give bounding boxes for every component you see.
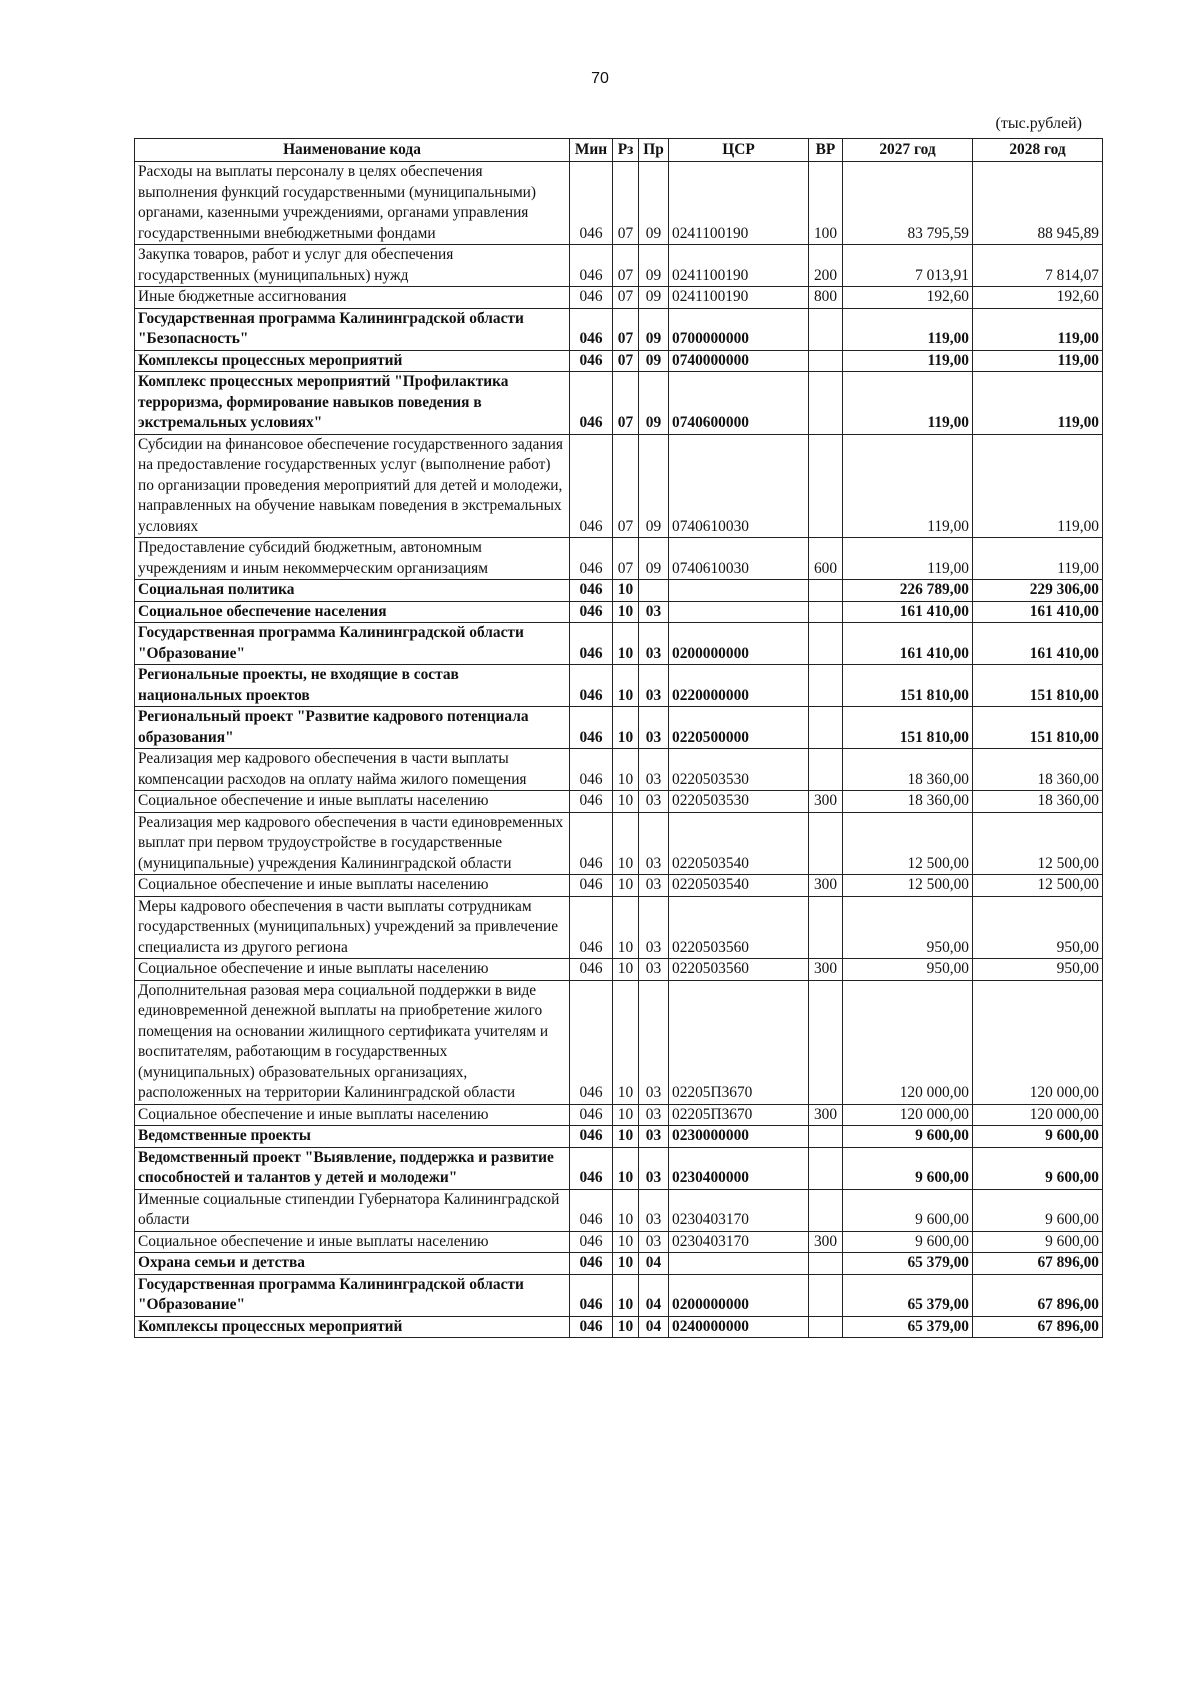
cell-2027: 120 000,00 bbox=[843, 1104, 973, 1126]
cell-2028: 9 600,00 bbox=[973, 1231, 1103, 1253]
cell-min: 046 bbox=[570, 1126, 613, 1148]
cell-2027: 65 379,00 bbox=[843, 1274, 973, 1316]
cell-rz: 10 bbox=[613, 623, 639, 665]
cell-min: 046 bbox=[570, 1147, 613, 1189]
cell-2028: 151 810,00 bbox=[973, 707, 1103, 749]
cell-pr: 09 bbox=[639, 434, 669, 538]
cell-csr: 0241100190 bbox=[669, 162, 809, 245]
cell-vr bbox=[809, 812, 843, 875]
cell-name: Социальное обеспечение и иные выплаты населению bbox=[135, 959, 570, 981]
table-row bbox=[135, 665, 1103, 707]
table-body bbox=[135, 162, 1103, 1338]
cell-csr: 02205П3670 bbox=[669, 980, 809, 1104]
cell-name: Государственная программа Калининградской области "Образование" bbox=[135, 623, 570, 665]
cell-2028: 950,00 bbox=[973, 896, 1103, 959]
cell-pr: 03 bbox=[639, 665, 669, 707]
cell-rz: 10 bbox=[613, 875, 639, 897]
table-row bbox=[135, 245, 1103, 287]
header-2027: 2027 год bbox=[843, 139, 973, 162]
cell-vr bbox=[809, 1274, 843, 1316]
cell-vr: 600 bbox=[809, 538, 843, 580]
cell-min: 046 bbox=[570, 959, 613, 981]
cell-2027: 9 600,00 bbox=[843, 1189, 973, 1231]
cell-pr: 04 bbox=[639, 1253, 669, 1275]
cell-vr: 800 bbox=[809, 287, 843, 309]
cell-vr: 300 bbox=[809, 959, 843, 981]
cell-2027: 65 379,00 bbox=[843, 1253, 973, 1275]
cell-2027: 12 500,00 bbox=[843, 812, 973, 875]
cell-rz: 10 bbox=[613, 1253, 639, 1275]
cell-rz: 07 bbox=[613, 287, 639, 309]
cell-rz: 10 bbox=[613, 1231, 639, 1253]
table-row bbox=[135, 1316, 1103, 1338]
cell-2028: 9 600,00 bbox=[973, 1189, 1103, 1231]
cell-pr: 03 bbox=[639, 959, 669, 981]
header-rz: Рз bbox=[613, 139, 639, 162]
cell-min: 046 bbox=[570, 538, 613, 580]
table-row bbox=[135, 749, 1103, 791]
cell-csr: 0200000000 bbox=[669, 1274, 809, 1316]
cell-vr bbox=[809, 601, 843, 623]
cell-name: Предоставление субсидий бюджетным, автономным учреждениям и иным некоммерческим организациям bbox=[135, 538, 570, 580]
cell-pr: 09 bbox=[639, 350, 669, 372]
cell-min: 046 bbox=[570, 601, 613, 623]
cell-2027: 119,00 bbox=[843, 372, 973, 435]
cell-min: 046 bbox=[570, 1274, 613, 1316]
cell-2027: 950,00 bbox=[843, 959, 973, 981]
table-row bbox=[135, 350, 1103, 372]
cell-min: 046 bbox=[570, 896, 613, 959]
cell-vr bbox=[809, 434, 843, 538]
cell-2028: 67 896,00 bbox=[973, 1274, 1103, 1316]
cell-csr bbox=[669, 601, 809, 623]
cell-rz: 10 bbox=[613, 812, 639, 875]
cell-csr: 0700000000 bbox=[669, 308, 809, 350]
cell-csr: 0230403170 bbox=[669, 1231, 809, 1253]
cell-2027: 18 360,00 bbox=[843, 749, 973, 791]
cell-min: 046 bbox=[570, 434, 613, 538]
table-row bbox=[135, 875, 1103, 897]
cell-csr: 0220503560 bbox=[669, 959, 809, 981]
cell-2027: 120 000,00 bbox=[843, 980, 973, 1104]
cell-min: 046 bbox=[570, 372, 613, 435]
cell-2027: 119,00 bbox=[843, 350, 973, 372]
cell-min: 046 bbox=[570, 1104, 613, 1126]
table-row bbox=[135, 372, 1103, 435]
cell-pr: 09 bbox=[639, 308, 669, 350]
cell-2027: 192,60 bbox=[843, 287, 973, 309]
table-row bbox=[135, 959, 1103, 981]
table-row bbox=[135, 812, 1103, 875]
table-row bbox=[135, 896, 1103, 959]
cell-2028: 192,60 bbox=[973, 287, 1103, 309]
units-label: (тыс.рублей) bbox=[995, 115, 1082, 132]
cell-pr: 03 bbox=[639, 749, 669, 791]
cell-vr bbox=[809, 749, 843, 791]
cell-csr: 0230000000 bbox=[669, 1126, 809, 1148]
cell-rz: 07 bbox=[613, 350, 639, 372]
cell-csr: 02205П3670 bbox=[669, 1104, 809, 1126]
cell-vr bbox=[809, 1189, 843, 1231]
cell-csr: 0220503530 bbox=[669, 749, 809, 791]
cell-2028: 161 410,00 bbox=[973, 601, 1103, 623]
table-row bbox=[135, 601, 1103, 623]
cell-rz: 07 bbox=[613, 372, 639, 435]
cell-vr bbox=[809, 707, 843, 749]
cell-rz: 10 bbox=[613, 580, 639, 602]
cell-2027: 950,00 bbox=[843, 896, 973, 959]
page-number: 70 bbox=[591, 70, 609, 87]
cell-rz: 10 bbox=[613, 896, 639, 959]
cell-min: 046 bbox=[570, 245, 613, 287]
cell-vr bbox=[809, 980, 843, 1104]
cell-vr: 300 bbox=[809, 791, 843, 813]
cell-csr: 0241100190 bbox=[669, 245, 809, 287]
cell-vr: 300 bbox=[809, 1104, 843, 1126]
cell-rz: 10 bbox=[613, 601, 639, 623]
cell-rz: 10 bbox=[613, 707, 639, 749]
cell-min: 046 bbox=[570, 749, 613, 791]
cell-2028: 119,00 bbox=[973, 308, 1103, 350]
cell-name: Ведомственные проекты bbox=[135, 1126, 570, 1148]
table-row bbox=[135, 1274, 1103, 1316]
cell-csr: 0740610030 bbox=[669, 538, 809, 580]
cell-2027: 7 013,91 bbox=[843, 245, 973, 287]
cell-pr: 03 bbox=[639, 875, 669, 897]
cell-vr bbox=[809, 308, 843, 350]
cell-name: Реализация мер кадрового обеспечения в части выплаты компенсации расходов на оплату найма жилого помещения bbox=[135, 749, 570, 791]
table-row bbox=[135, 1253, 1103, 1275]
cell-csr: 0740600000 bbox=[669, 372, 809, 435]
cell-csr: 0740000000 bbox=[669, 350, 809, 372]
cell-rz: 10 bbox=[613, 749, 639, 791]
table-row bbox=[135, 980, 1103, 1104]
cell-vr bbox=[809, 665, 843, 707]
cell-csr: 0220500000 bbox=[669, 707, 809, 749]
cell-rz: 10 bbox=[613, 1104, 639, 1126]
cell-vr bbox=[809, 580, 843, 602]
cell-csr: 0220000000 bbox=[669, 665, 809, 707]
cell-csr: 0241100190 bbox=[669, 287, 809, 309]
cell-name: Ведомственный проект "Выявление, поддержка и развитие способностей и талантов у детей и молодежи" bbox=[135, 1147, 570, 1189]
cell-rz: 10 bbox=[613, 1147, 639, 1189]
cell-csr: 0220503530 bbox=[669, 791, 809, 813]
cell-min: 046 bbox=[570, 665, 613, 707]
cell-2028: 88 945,89 bbox=[973, 162, 1103, 245]
cell-name: Меры кадрового обеспечения в части выплаты сотрудникам государственных (муниципальных) учреждений за привлечение специалиста из другого региона bbox=[135, 896, 570, 959]
cell-2028: 12 500,00 bbox=[973, 875, 1103, 897]
cell-rz: 10 bbox=[613, 665, 639, 707]
cell-name: Социальное обеспечение и иные выплаты населению bbox=[135, 791, 570, 813]
cell-rz: 10 bbox=[613, 1126, 639, 1148]
cell-csr: 0220503540 bbox=[669, 875, 809, 897]
cell-pr: 04 bbox=[639, 1274, 669, 1316]
cell-rz: 07 bbox=[613, 434, 639, 538]
cell-name: Расходы на выплаты персоналу в целях обеспечения выполнения функций государственными (муниципальными) органами, казенными учреждениями, органами управления государственными внебюджетными фондами bbox=[135, 162, 570, 245]
cell-rz: 07 bbox=[613, 162, 639, 245]
cell-name: Государственная программа Калининградской области "Безопасность" bbox=[135, 308, 570, 350]
cell-csr: 0240000000 bbox=[669, 1316, 809, 1338]
cell-2027: 119,00 bbox=[843, 434, 973, 538]
cell-pr: 09 bbox=[639, 538, 669, 580]
cell-vr bbox=[809, 1316, 843, 1338]
cell-pr: 03 bbox=[639, 1189, 669, 1231]
cell-pr: 03 bbox=[639, 791, 669, 813]
table-row bbox=[135, 434, 1103, 538]
cell-vr bbox=[809, 623, 843, 665]
header-pr: Пр bbox=[639, 139, 669, 162]
table-row bbox=[135, 162, 1103, 245]
header-2028: 2028 год bbox=[973, 139, 1103, 162]
cell-2028: 67 896,00 bbox=[973, 1316, 1103, 1338]
table-row bbox=[135, 287, 1103, 309]
cell-name: Комплекс процессных мероприятий "Профилактика терроризма, формирование навыков поведения в экстремальных условиях" bbox=[135, 372, 570, 435]
table-row bbox=[135, 1104, 1103, 1126]
cell-min: 046 bbox=[570, 162, 613, 245]
table-row bbox=[135, 791, 1103, 813]
cell-rz: 10 bbox=[613, 1189, 639, 1231]
cell-csr: 0200000000 bbox=[669, 623, 809, 665]
header-csr: ЦСР bbox=[669, 139, 809, 162]
cell-min: 046 bbox=[570, 875, 613, 897]
cell-pr: 03 bbox=[639, 623, 669, 665]
cell-min: 046 bbox=[570, 580, 613, 602]
cell-min: 046 bbox=[570, 287, 613, 309]
cell-vr: 300 bbox=[809, 1231, 843, 1253]
table-row bbox=[135, 1126, 1103, 1148]
cell-vr: 100 bbox=[809, 162, 843, 245]
table-row bbox=[135, 1231, 1103, 1253]
table-row bbox=[135, 580, 1103, 602]
cell-min: 046 bbox=[570, 1189, 613, 1231]
cell-rz: 07 bbox=[613, 245, 639, 287]
cell-2027: 119,00 bbox=[843, 308, 973, 350]
cell-vr bbox=[809, 372, 843, 435]
cell-2028: 9 600,00 bbox=[973, 1147, 1103, 1189]
cell-2028: 67 896,00 bbox=[973, 1253, 1103, 1275]
cell-2028: 161 410,00 bbox=[973, 623, 1103, 665]
cell-2027: 9 600,00 bbox=[843, 1231, 973, 1253]
cell-rz: 10 bbox=[613, 1274, 639, 1316]
cell-2028: 119,00 bbox=[973, 434, 1103, 538]
cell-2027: 65 379,00 bbox=[843, 1316, 973, 1338]
cell-vr bbox=[809, 1253, 843, 1275]
cell-name: Социальное обеспечение населения bbox=[135, 601, 570, 623]
table-row bbox=[135, 308, 1103, 350]
cell-name: Региональный проект "Развитие кадрового потенциала образования" bbox=[135, 707, 570, 749]
cell-min: 046 bbox=[570, 980, 613, 1104]
cell-min: 046 bbox=[570, 1253, 613, 1275]
cell-pr: 09 bbox=[639, 162, 669, 245]
cell-vr bbox=[809, 350, 843, 372]
cell-csr: 0220503560 bbox=[669, 896, 809, 959]
cell-2027: 151 810,00 bbox=[843, 665, 973, 707]
cell-name: Иные бюджетные ассигнования bbox=[135, 287, 570, 309]
cell-min: 046 bbox=[570, 812, 613, 875]
cell-name: Социальная политика bbox=[135, 580, 570, 602]
cell-pr: 03 bbox=[639, 1231, 669, 1253]
cell-2027: 161 410,00 bbox=[843, 601, 973, 623]
table-row bbox=[135, 1189, 1103, 1231]
cell-rz: 07 bbox=[613, 538, 639, 580]
cell-2028: 151 810,00 bbox=[973, 665, 1103, 707]
cell-2028: 12 500,00 bbox=[973, 812, 1103, 875]
cell-pr: 03 bbox=[639, 980, 669, 1104]
cell-min: 046 bbox=[570, 350, 613, 372]
cell-pr: 03 bbox=[639, 707, 669, 749]
header-vr: ВР bbox=[809, 139, 843, 162]
cell-pr: 03 bbox=[639, 1126, 669, 1148]
table-row bbox=[135, 623, 1103, 665]
cell-vr bbox=[809, 1126, 843, 1148]
cell-2027: 151 810,00 bbox=[843, 707, 973, 749]
cell-rz: 10 bbox=[613, 980, 639, 1104]
cell-2028: 7 814,07 bbox=[973, 245, 1103, 287]
cell-2027: 9 600,00 bbox=[843, 1147, 973, 1189]
cell-rz: 07 bbox=[613, 308, 639, 350]
cell-2027: 161 410,00 bbox=[843, 623, 973, 665]
cell-2028: 119,00 bbox=[973, 538, 1103, 580]
header-name: Наименование кода bbox=[135, 139, 570, 162]
cell-pr: 03 bbox=[639, 601, 669, 623]
cell-name: Социальное обеспечение и иные выплаты населению bbox=[135, 1104, 570, 1126]
cell-pr: 09 bbox=[639, 287, 669, 309]
table-row bbox=[135, 1147, 1103, 1189]
cell-2027: 9 600,00 bbox=[843, 1126, 973, 1148]
cell-2027: 18 360,00 bbox=[843, 791, 973, 813]
cell-min: 046 bbox=[570, 623, 613, 665]
cell-min: 046 bbox=[570, 791, 613, 813]
cell-pr: 09 bbox=[639, 372, 669, 435]
cell-name: Комплексы процессных мероприятий bbox=[135, 1316, 570, 1338]
cell-pr: 03 bbox=[639, 812, 669, 875]
cell-pr bbox=[639, 580, 669, 602]
budget-table bbox=[134, 138, 1103, 1338]
cell-name: Государственная программа Калининградской области "Образование" bbox=[135, 1274, 570, 1316]
cell-name: Закупка товаров, работ и услуг для обеспечения государственных (муниципальных) нужд bbox=[135, 245, 570, 287]
cell-name: Социальное обеспечение и иные выплаты населению bbox=[135, 1231, 570, 1253]
cell-csr: 0740610030 bbox=[669, 434, 809, 538]
cell-name: Комплексы процессных мероприятий bbox=[135, 350, 570, 372]
cell-min: 046 bbox=[570, 1316, 613, 1338]
cell-2028: 9 600,00 bbox=[973, 1126, 1103, 1148]
cell-vr: 200 bbox=[809, 245, 843, 287]
cell-rz: 10 bbox=[613, 1316, 639, 1338]
cell-csr bbox=[669, 580, 809, 602]
cell-2027: 119,00 bbox=[843, 538, 973, 580]
cell-2028: 229 306,00 bbox=[973, 580, 1103, 602]
cell-pr: 03 bbox=[639, 896, 669, 959]
cell-2028: 119,00 bbox=[973, 372, 1103, 435]
cell-name: Реализация мер кадрового обеспечения в части единовременных выплат при первом трудоустройстве в государственные (муниципальные) учреждения Калининградской области bbox=[135, 812, 570, 875]
table-row bbox=[135, 707, 1103, 749]
cell-vr bbox=[809, 896, 843, 959]
cell-pr: 04 bbox=[639, 1316, 669, 1338]
cell-csr: 0230400000 bbox=[669, 1147, 809, 1189]
cell-name: Именные социальные стипендии Губернатора Калининградской области bbox=[135, 1189, 570, 1231]
cell-2028: 120 000,00 bbox=[973, 1104, 1103, 1126]
cell-2028: 120 000,00 bbox=[973, 980, 1103, 1104]
cell-rz: 10 bbox=[613, 959, 639, 981]
cell-name: Охрана семьи и детства bbox=[135, 1253, 570, 1275]
cell-pr: 03 bbox=[639, 1147, 669, 1189]
cell-2028: 18 360,00 bbox=[973, 791, 1103, 813]
cell-2027: 226 789,00 bbox=[843, 580, 973, 602]
cell-2027: 83 795,59 bbox=[843, 162, 973, 245]
cell-pr: 03 bbox=[639, 1104, 669, 1126]
cell-2028: 950,00 bbox=[973, 959, 1103, 981]
cell-csr bbox=[669, 1253, 809, 1275]
cell-2027: 12 500,00 bbox=[843, 875, 973, 897]
cell-csr: 0230403170 bbox=[669, 1189, 809, 1231]
cell-name: Субсидии на финансовое обеспечение государственного задания на предоставление государственных услуг (выполнение работ) по организации проведения мероприятий для детей и молодежи, направленных на обучение навыкам поведения в экстремальных условиях bbox=[135, 434, 570, 538]
table-row bbox=[135, 538, 1103, 580]
cell-name: Региональные проекты, не входящие в состав национальных проектов bbox=[135, 665, 570, 707]
cell-rz: 10 bbox=[613, 791, 639, 813]
cell-min: 046 bbox=[570, 707, 613, 749]
cell-2028: 119,00 bbox=[973, 350, 1103, 372]
cell-name: Дополнительная разовая мера социальной поддержки в виде единовременной денежной выплаты на приобретение жилого помещения на основании жилищного сертификата учителям и воспитателям, работающим в государственных (муниципальных) образовательных организациях, расположенных на территории Калининградской области bbox=[135, 980, 570, 1104]
cell-2028: 18 360,00 bbox=[973, 749, 1103, 791]
cell-min: 046 bbox=[570, 308, 613, 350]
table-header-row bbox=[135, 139, 1103, 162]
cell-vr bbox=[809, 1147, 843, 1189]
header-min: Мин bbox=[570, 139, 613, 162]
cell-name: Социальное обеспечение и иные выплаты населению bbox=[135, 875, 570, 897]
cell-min: 046 bbox=[570, 1231, 613, 1253]
cell-csr: 0220503540 bbox=[669, 812, 809, 875]
cell-vr: 300 bbox=[809, 875, 843, 897]
cell-pr: 09 bbox=[639, 245, 669, 287]
